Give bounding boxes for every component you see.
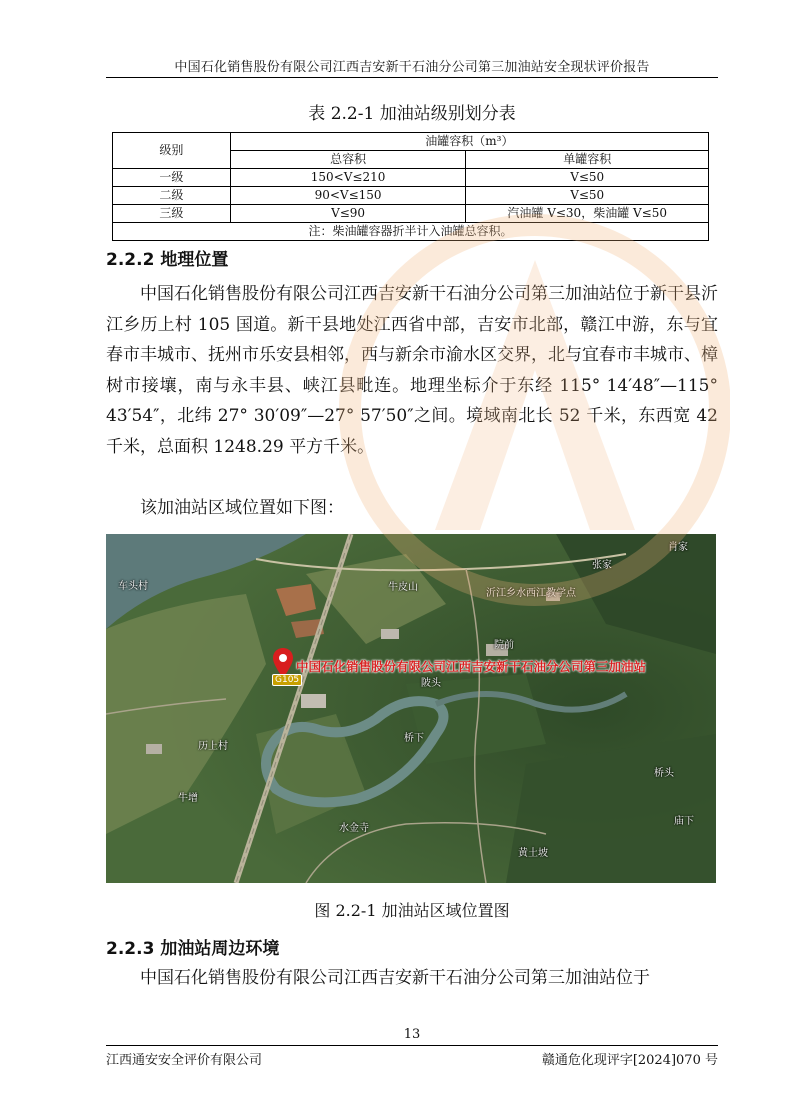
location-paragraph: 中国石化销售股份有限公司江西吉安新干石油分公司第三加油站位于新干县沂江乡历上村 105 国道。新干县地处江西省中部，吉安市北部，赣江中游，东与宜春市丰城市、抚州市乐安县相邻，西与新余市渝水区交界，北与宜春市丰城市、樟树市接壤，南与永丰县、峡江县毗连。地理坐标介于东经 115° 14′48″—115° 43′54″，北纬 27° 30′09″—27° 57′50″之间。境域南北长 52 千米，东西宽 42 千米，总面积 1248.29 平方千米。 — [106, 284, 718, 457]
map-label-niupishan: 牛皮山 — [388, 582, 418, 593]
footer-company: 江西通安安全评价有限公司 — [106, 1053, 263, 1068]
road-badge-g105: G105 — [272, 674, 302, 686]
map-label-school: 沂江乡水西江教学点 — [486, 588, 576, 599]
map-label-lishangcun: 历上村 — [198, 741, 228, 752]
section-heading-surroundings: 2.2.3 加油站周边环境 — [106, 939, 280, 959]
page-number: 13 — [403, 1027, 421, 1042]
map-label-qiaoxia: 桥下 — [404, 733, 424, 744]
page-header: 中国石化销售股份有限公司江西吉安新干石油分公司第三加油站安全现状评价报告 — [174, 60, 650, 75]
map-label-qiaotou: 桥头 — [654, 768, 674, 779]
map-label-xiaojia: 肖家 — [668, 542, 688, 553]
table-row — [113, 169, 709, 187]
table-header-single: 单罐容积 — [466, 151, 709, 169]
table-cell-single: V≤50 — [466, 187, 709, 205]
footer-rule — [106, 1045, 718, 1046]
map-label-lingtou: 陂头 — [421, 678, 441, 689]
section-heading-location: 2.2.2 地理位置 — [106, 250, 229, 270]
footer-doc-number: 赣通危化现评字[2024]070 号 — [541, 1053, 718, 1068]
table-cell-total: 90<V≤150 — [230, 187, 466, 205]
figure-intro-paragraph: 该加油站区域位置如下图： — [140, 498, 344, 518]
table-cell-grade: 二级 — [113, 187, 231, 205]
map-label-niuzeng: 牛增 — [178, 793, 198, 804]
table-header-grade: 级别 — [113, 133, 231, 169]
grade-table — [112, 132, 709, 241]
gas-station-callout: 中国石化销售股份有限公司江西吉安新干石油分公司第三加油站 — [296, 659, 647, 674]
table-title: 表 2.2-1 加油站级别划分表 — [308, 104, 516, 124]
map-label-miaoxia: 庙下 — [674, 816, 694, 827]
table-row — [113, 205, 709, 223]
table-header-volume: 油罐容积（m³） — [230, 133, 708, 151]
table-row — [113, 187, 709, 205]
satellite-map — [106, 534, 716, 883]
map-label-yuanqian: 院前 — [494, 640, 514, 651]
table-cell-grade: 一级 — [113, 169, 231, 187]
header-rule — [106, 77, 718, 78]
table-cell-single: 汽油罐 V≤30，柴油罐 V≤50 — [466, 205, 709, 223]
table-cell-grade: 三级 — [113, 205, 231, 223]
map-label-shuijinsi: 水金寺 — [339, 823, 369, 834]
figure-caption: 图 2.2-1 加油站区域位置图 — [314, 901, 510, 920]
surroundings-paragraph: 中国石化销售股份有限公司江西吉安新干石油分公司第三加油站位于 — [140, 968, 650, 988]
table-cell-total: 150<V≤210 — [230, 169, 466, 187]
map-label-zhangjia: 张家 — [592, 560, 612, 571]
table-cell-total: V≤90 — [230, 205, 466, 223]
table-header-total: 总容积 — [230, 151, 466, 169]
table-cell-single: V≤50 — [466, 169, 709, 187]
map-label-huangtupo: 黄土坡 — [518, 848, 548, 859]
table-note: 注：柴油罐容器折半计入油罐总容积。 — [113, 223, 709, 241]
map-label-chetoucun: 车头村 — [118, 581, 148, 592]
